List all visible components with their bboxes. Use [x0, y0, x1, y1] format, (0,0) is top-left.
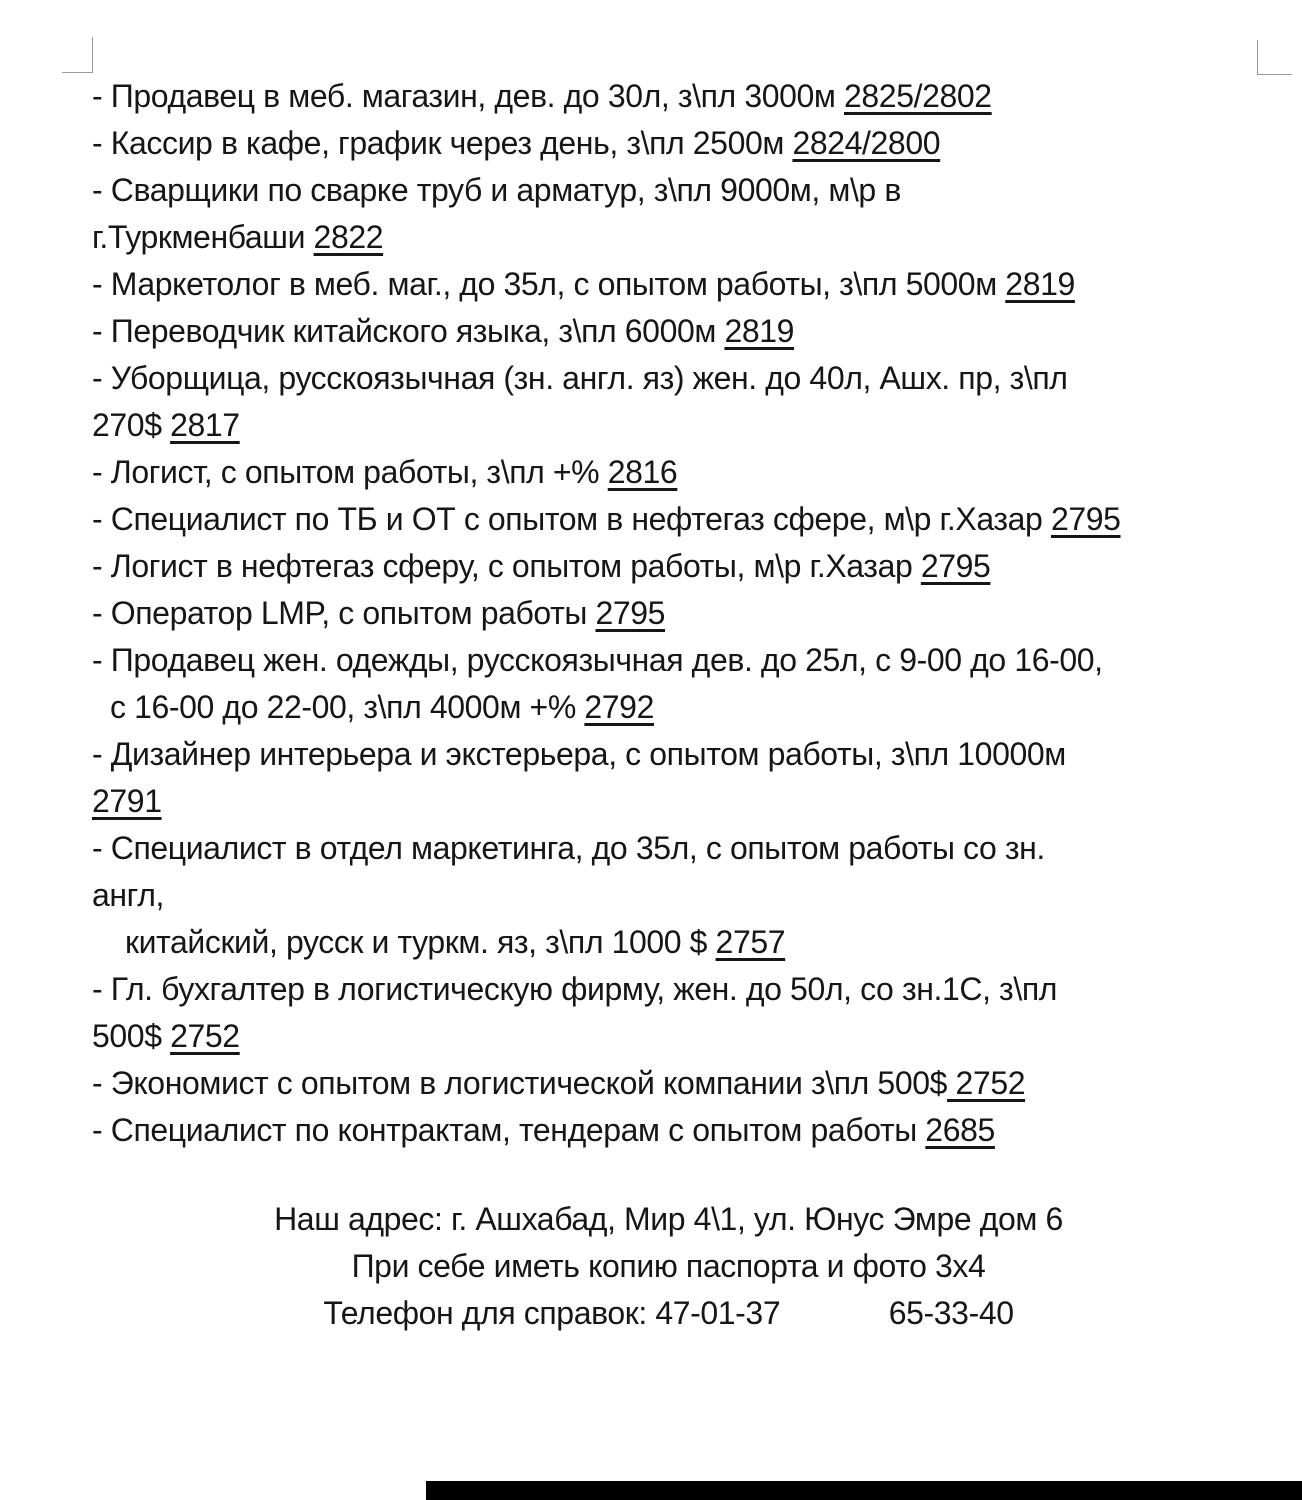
listing-text: 270$ [92, 407, 171, 443]
listing-line [92, 825, 1277, 872]
listing-line [92, 590, 1277, 637]
listing-text: - Логист, с опытом работы, з\пл +% [92, 454, 608, 490]
listing-text: с 16-00 до 22-00, з\пл 4000м +% [110, 689, 585, 725]
listing-text: - Специалист в отдел маркетинга, до 35л, с опытом работы со зн. [92, 830, 1045, 866]
reference-number: 2817 [170, 407, 240, 443]
address-line: Наш адрес: г. Ашхабад, Мир 4\1, ул. Юнус Эмре дом 6 [274, 1201, 1063, 1237]
listing-line [92, 73, 1277, 120]
reference-number: 2792 [584, 689, 654, 725]
listing-line [92, 261, 1277, 308]
listing-line [92, 214, 1277, 261]
listing-line [92, 402, 1277, 449]
listing-line [92, 1013, 1277, 1060]
reference-number: 2752 [947, 1065, 1026, 1101]
listing-line [92, 1107, 1277, 1154]
phone-line [92, 1290, 1245, 1337]
phone-number-primary: 47-01-37 [655, 1295, 781, 1331]
reference-number: 2757 [715, 924, 786, 960]
bottom-bar [426, 1481, 1302, 1500]
listing-text: англ, [92, 877, 165, 913]
listing-text: - Кассир в кафе, график через день, з\пл 2500м [92, 125, 793, 161]
listing-line [92, 966, 1277, 1013]
listing-line [92, 308, 1277, 355]
reference-number: 2825/2802 [844, 78, 992, 114]
listing-text: 500$ [92, 1018, 171, 1054]
listing-line [92, 637, 1277, 684]
listing-line [92, 496, 1277, 543]
listing-line [92, 919, 1277, 966]
reference-number: 2824/2800 [792, 125, 941, 161]
listing-text: - Логист в нефтегаз сферу, с опытом работы, м\р г.Хазар [92, 548, 921, 584]
reference-number: 2685 [925, 1112, 995, 1148]
listing-line [92, 731, 1277, 778]
listing-line [92, 684, 1277, 731]
reference-number: 2819 [1005, 266, 1075, 302]
requirements-line: При себе иметь копию паспорта и фото 3х4 [351, 1248, 986, 1284]
listing-text: - Оператор LMP, с опытом работы [92, 595, 596, 631]
page-margin-corner-top-right [1257, 40, 1292, 75]
listing-text: - Сварщики по сварке труб и арматур, з\пл 9000м, м\р в [92, 172, 901, 208]
page-margin-corner-top-left [62, 37, 93, 73]
phone-number-secondary: 65-33-40 [888, 1295, 1014, 1331]
reference-number: 2795 [920, 548, 991, 584]
listing-text: - Продавец в меб. магазин, дев. до 30л, з\пл 3000м [92, 78, 844, 114]
reference-number: 2795 [595, 595, 666, 631]
reference-number: 2795 [1050, 501, 1121, 537]
footer [92, 1196, 1245, 1337]
listing-text: - Специалист по контрактам, тендерам с опытом работы [92, 1112, 926, 1148]
vacancy-list [92, 73, 1277, 1154]
reference-number: 2791 [92, 783, 162, 819]
reference-number: 2752 [170, 1018, 240, 1054]
listing-text: - Дизайнер интерьера и экстерьера, с опытом работы, з\пл 10000м [92, 736, 1066, 772]
reference-number: 2816 [607, 454, 678, 490]
listing-line [92, 1060, 1277, 1107]
reference-number: 2819 [724, 313, 795, 349]
phone-label: Телефон для справок: [323, 1295, 647, 1331]
listing-text: - Специалист по ТБ и ОТ с опытом в нефтегаз сфере, м\р г.Хазар [92, 501, 1051, 537]
listing-text: - Переводчик китайского языка, з\пл 6000м [92, 313, 725, 349]
listing-text: - Экономист с опытом в логистической компании з\пл 500$ [92, 1065, 948, 1101]
listing-line [92, 872, 1277, 919]
listing-line [92, 543, 1277, 590]
listing-text: китайский, русск и туркм. яз, з\пл 1000 $ [125, 924, 716, 960]
listing-text: - Гл. бухгалтер в логистическую фирму, жен. до 50л, со зн.1С, з\пл [92, 971, 1058, 1007]
reference-number: 2822 [313, 219, 384, 255]
listing-line [92, 120, 1277, 167]
listing-line [92, 778, 1277, 825]
listing-text: - Уборщица, русскоязычная (зн. англ. яз) жен. до 40л, Ашх. пр, з\пл [92, 360, 1068, 396]
listing-text: г.Туркменбаши [92, 219, 314, 255]
listing-line [92, 167, 1277, 214]
listing-text: - Маркетолог в меб. маг., до 35л, с опытом работы, з\пл 5000м [92, 266, 1006, 302]
listing-line [92, 355, 1277, 402]
listing-line [92, 449, 1277, 496]
listing-text: - Продавец жен. одежды, русскоязычная дев. до 25л, с 9-00 до 16-00, [92, 642, 1103, 678]
